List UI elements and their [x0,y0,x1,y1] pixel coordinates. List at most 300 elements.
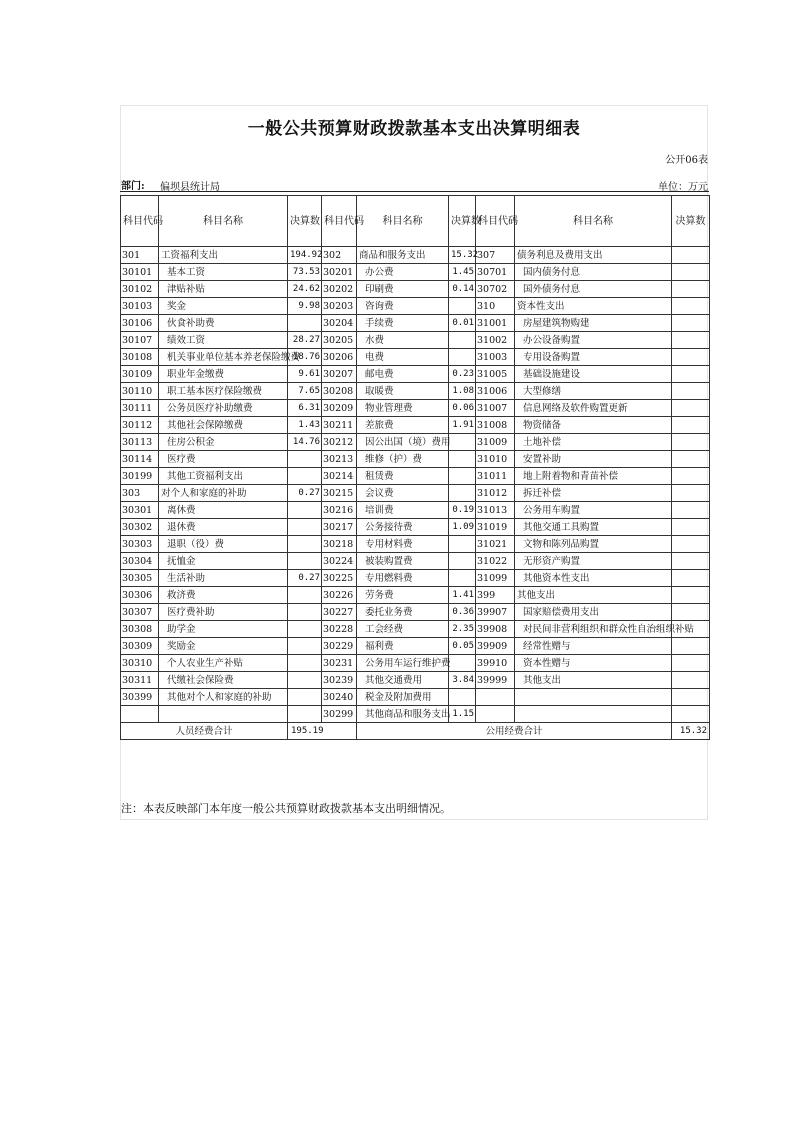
subject-name-cell: 其他支出 [515,587,672,604]
subject-code-cell: 30205 [322,332,357,349]
subject-name-cell: 租赁费 [357,468,449,485]
subject-code-cell: 30399 [121,689,159,706]
amount-cell [449,332,476,349]
amount-cell [449,655,476,672]
subject-code-cell: 30240 [322,689,357,706]
subject-code-cell: 30216 [322,502,357,519]
subject-code-cell: 30307 [121,604,159,621]
amount-cell [672,672,710,689]
table-row [121,570,710,587]
subject-name-cell: 经常性赠与 [515,638,672,655]
subject-code-cell [476,706,515,723]
subject-code-cell: 30305 [121,570,159,587]
amount-cell: 9.98 [288,298,322,315]
subject-code-cell: 301 [121,247,159,264]
subject-name-cell: 其他交通工具购置 [515,519,672,536]
header-cell: 决算数 [288,196,322,247]
subject-code-cell: 307 [476,247,515,264]
subject-code-cell: 30309 [121,638,159,655]
subject-code-cell: 31019 [476,519,515,536]
table-row [121,502,710,519]
subject-name-cell: 邮电费 [357,366,449,383]
department-label: 部门: [121,181,145,192]
table-row [121,553,710,570]
subject-name-cell: 助学金 [159,621,288,638]
amount-cell [672,638,710,655]
amount-cell [672,264,710,281]
subject-code-cell: 30207 [322,366,357,383]
amount-cell [288,689,322,706]
subject-code-cell: 31007 [476,400,515,417]
subject-code-cell: 30702 [476,281,515,298]
amount-cell [288,536,322,553]
subject-name-cell: 土地补偿 [515,434,672,451]
amount-cell: 3.84 [449,672,476,689]
amount-cell: 1.41 [449,587,476,604]
amount-cell [288,451,322,468]
subject-name-cell: 福利费 [357,638,449,655]
subject-code-cell [476,689,515,706]
expenditure-table [120,195,710,740]
subject-name-cell: 奖金 [159,298,288,315]
amount-cell [449,485,476,502]
page-title: 一般公共预算财政拨款基本支出决算明细表 [247,119,581,139]
subject-name-cell: 无形资产购置 [515,553,672,570]
subject-name-cell: 税金及附加费用 [357,689,449,706]
subject-code-cell: 30226 [322,587,357,604]
subject-code-cell: 30114 [121,451,159,468]
amount-cell [288,502,322,519]
subject-code-cell: 30107 [121,332,159,349]
amount-cell [672,247,710,264]
amount-cell [672,349,710,366]
amount-cell [672,502,710,519]
amount-cell [449,298,476,315]
personnel-total-value: 195.19 [288,723,357,740]
subject-name-cell: 维修（护）费 [357,451,449,468]
subject-name-cell: 其他社会保障缴费 [159,417,288,434]
amount-cell: 18.76 [288,349,322,366]
subject-code-cell: 31021 [476,536,515,553]
subject-code-cell: 30206 [322,349,357,366]
amount-cell: 14.76 [288,434,322,451]
amount-cell [672,519,710,536]
header-rule [120,191,709,192]
amount-cell: 1.45 [449,264,476,281]
subject-code-cell: 31005 [476,366,515,383]
header-cell: 决算数 [449,196,476,247]
amount-cell: 0.05 [449,638,476,655]
amount-cell: 0.27 [288,570,322,587]
subject-code-cell: 30203 [322,298,357,315]
amount-cell [288,587,322,604]
subject-name-cell: 专用燃料费 [357,570,449,587]
amount-cell: 73.53 [288,264,322,281]
subject-name-cell [159,706,288,723]
table-row [121,672,710,689]
subject-name-cell: 印刷费 [357,281,449,298]
amount-cell [449,468,476,485]
subject-name-cell: 被装购置费 [357,553,449,570]
amount-cell [449,451,476,468]
subject-code-cell: 30308 [121,621,159,638]
subject-name-cell: 住房公积金 [159,434,288,451]
subject-name-cell: 其他工资福利支出 [159,468,288,485]
subject-code-cell: 302 [322,247,357,264]
subject-name-cell: 国家赔偿费用支出 [515,604,672,621]
subject-code-cell: 30224 [322,553,357,570]
table-row [121,400,710,417]
subject-name-cell: 基本工资 [159,264,288,281]
subject-name-cell: 退休费 [159,519,288,536]
subject-code-cell: 31009 [476,434,515,451]
amount-cell: 1.08 [449,383,476,400]
public-total-value: 15.32 [672,723,710,740]
table-row [121,519,710,536]
amount-cell [288,604,322,621]
subject-name-cell: 物资储备 [515,417,672,434]
subject-name-cell: 个人农业生产补贴 [159,655,288,672]
subject-name-cell: 其他对个人和家庭的补助 [159,689,288,706]
amount-cell: 0.27 [288,485,322,502]
amount-cell [449,536,476,553]
subject-code-cell: 30108 [121,349,159,366]
amount-cell [672,315,710,332]
subject-code-cell: 30110 [121,383,159,400]
amount-cell [672,604,710,621]
table-row [121,417,710,434]
amount-cell: 1.43 [288,417,322,434]
amount-cell [672,332,710,349]
subject-name-cell: 医疗费 [159,451,288,468]
subject-name-cell: 医疗费补助 [159,604,288,621]
subject-code-cell: 30102 [121,281,159,298]
amount-cell [672,400,710,417]
subject-name-cell: 公务员医疗补助缴费 [159,400,288,417]
subject-code-cell: 30701 [476,264,515,281]
subject-code-cell: 30299 [322,706,357,723]
subject-name-cell: 职业年金缴费 [159,366,288,383]
subject-name-cell: 基础设施建设 [515,366,672,383]
amount-cell [449,553,476,570]
subject-name-cell: 会议费 [357,485,449,502]
subject-name-cell: 委托业务费 [357,604,449,621]
subject-code-cell: 30306 [121,587,159,604]
subject-name-cell: 其他支出 [515,672,672,689]
amount-cell: 1.15 [449,706,476,723]
subject-code-cell: 39999 [476,672,515,689]
subject-code-cell: 30213 [322,451,357,468]
amount-cell [288,638,322,655]
subject-name-cell: 其他交通费用 [357,672,449,689]
amount-cell [672,655,710,672]
subject-name-cell: 对个人和家庭的补助 [159,485,288,502]
amount-cell [672,366,710,383]
header-cell: 决算数 [672,196,710,247]
department-name: 偏坝县统计局 [160,182,220,193]
subject-code-cell: 31013 [476,502,515,519]
amount-cell: 24.62 [288,281,322,298]
subject-code-cell: 30301 [121,502,159,519]
amount-cell [449,570,476,587]
subject-name-cell: 公务用车运行维护费 [357,655,449,672]
amount-cell: 1.09 [449,519,476,536]
table-row [121,587,710,604]
subject-code-cell: 31010 [476,451,515,468]
amount-cell [672,536,710,553]
subject-name-cell: 水费 [357,332,449,349]
subject-code-cell: 30217 [322,519,357,536]
subject-code-cell [121,706,159,723]
subject-code-cell: 30209 [322,400,357,417]
subject-name-cell: 机关事业单位基本养老保险缴费 [159,349,288,366]
subject-code-cell: 30228 [322,621,357,638]
subject-code-cell: 30113 [121,434,159,451]
table-header-row [121,196,710,247]
subject-code-cell: 30215 [322,485,357,502]
subject-code-cell: 30302 [121,519,159,536]
amount-cell: 0.23 [449,366,476,383]
header-cell: 科目代码 [322,196,357,247]
subject-code-cell: 30202 [322,281,357,298]
table-row [121,298,710,315]
subject-name-cell: 职工基本医疗保险缴费 [159,383,288,400]
subject-code-cell: 30311 [121,672,159,689]
table-row [121,468,710,485]
subject-code-cell: 31003 [476,349,515,366]
subject-name-cell [515,689,672,706]
subject-name-cell: 生活补助 [159,570,288,587]
subject-name-cell: 公务接待费 [357,519,449,536]
amount-cell: 2.35 [449,621,476,638]
subject-code-cell: 39908 [476,621,515,638]
subject-name-cell: 公务用车购置 [515,502,672,519]
table-row [121,332,710,349]
subject-name-cell: 债务利息及费用支出 [515,247,672,264]
subject-name-cell: 救济费 [159,587,288,604]
amount-cell [672,468,710,485]
subject-name-cell: 绩效工资 [159,332,288,349]
header-cell: 科目名称 [515,196,672,247]
subject-name-cell: 大型修缮 [515,383,672,400]
subject-name-cell: 办公设备购置 [515,332,672,349]
subject-name-cell [515,706,672,723]
subject-name-cell: 因公出国（境）费用 [357,434,449,451]
subject-code-cell: 31012 [476,485,515,502]
subject-code-cell: 30204 [322,315,357,332]
table-row [121,247,710,264]
header-cell: 科目名称 [357,196,449,247]
table-row [121,451,710,468]
amount-cell [288,621,322,638]
subject-code-cell: 30111 [121,400,159,417]
subject-code-cell: 31022 [476,553,515,570]
table-body [121,247,710,723]
amount-cell [672,689,710,706]
amount-cell: 7.65 [288,383,322,400]
subject-code-cell: 30229 [322,638,357,655]
amount-cell [672,383,710,400]
amount-cell [288,706,322,723]
amount-cell: 194.92 [288,247,322,264]
amount-cell: 28.27 [288,332,322,349]
subject-code-cell: 30239 [322,672,357,689]
subject-code-cell: 30109 [121,366,159,383]
subject-name-cell: 电费 [357,349,449,366]
amount-cell [288,315,322,332]
table-row [121,366,710,383]
subject-name-cell: 对民间非营利组织和群众性自治组织补贴 [515,621,672,638]
table-row [121,383,710,400]
subject-code-cell: 310 [476,298,515,315]
amount-cell [672,485,710,502]
subject-name-cell: 培训费 [357,502,449,519]
table-row [121,706,710,723]
subject-code-cell: 30225 [322,570,357,587]
subject-code-cell: 30106 [121,315,159,332]
amount-cell: 6.31 [288,400,322,417]
amount-cell: 0.01 [449,315,476,332]
subject-name-cell: 拆迁补偿 [515,485,672,502]
subject-name-cell: 资本性支出 [515,298,672,315]
subject-code-cell: 30214 [322,468,357,485]
unit-label: 单位：万元 [658,182,708,193]
subject-name-cell: 安置补助 [515,451,672,468]
subject-name-cell: 差旅费 [357,417,449,434]
subject-name-cell: 取暖费 [357,383,449,400]
amount-cell [288,468,322,485]
subject-code-cell: 31001 [476,315,515,332]
subject-name-cell: 退职（役）费 [159,536,288,553]
subject-code-cell: 30208 [322,383,357,400]
amount-cell [288,519,322,536]
table-row [121,349,710,366]
amount-cell [672,417,710,434]
table-row [121,485,710,502]
amount-cell [672,281,710,298]
subject-code-cell: 30227 [322,604,357,621]
subject-code-cell: 30218 [322,536,357,553]
amount-cell [449,434,476,451]
table-row [121,264,710,281]
subject-code-cell: 39909 [476,638,515,655]
table-code: 公开06表 [665,155,708,166]
subject-code-cell: 30304 [121,553,159,570]
subject-name-cell: 信息网络及软件购置更新 [515,400,672,417]
subject-name-cell: 办公费 [357,264,449,281]
amount-cell [672,298,710,315]
amount-cell [672,706,710,723]
subject-name-cell: 其他商品和服务支出 [357,706,449,723]
table-row [121,621,710,638]
header-cell: 科目名称 [159,196,288,247]
subject-name-cell: 工资福利支出 [159,247,288,264]
subject-code-cell: 39910 [476,655,515,672]
amount-cell: 1.91 [449,417,476,434]
subject-name-cell: 抚恤金 [159,553,288,570]
subject-name-cell: 文物和陈列品购置 [515,536,672,553]
amount-cell [672,570,710,587]
subject-name-cell: 专用材料费 [357,536,449,553]
table-row [121,638,710,655]
subject-name-cell: 离休费 [159,502,288,519]
subject-code-cell: 31006 [476,383,515,400]
subject-code-cell: 30199 [121,468,159,485]
subject-code-cell: 31099 [476,570,515,587]
amount-cell [449,689,476,706]
amount-cell [672,434,710,451]
header-cell: 科目代码 [121,196,159,247]
subject-name-cell: 工会经费 [357,621,449,638]
subject-code-cell: 399 [476,587,515,604]
totals-row [121,723,710,740]
subject-name-cell: 其他资本性支出 [515,570,672,587]
amount-cell: 15.32 [449,247,476,264]
amount-cell: 0.36 [449,604,476,621]
subject-name-cell: 专用设备购置 [515,349,672,366]
subject-code-cell: 30310 [121,655,159,672]
subject-name-cell: 劳务费 [357,587,449,604]
amount-cell [672,451,710,468]
subject-name-cell: 国外债务付息 [515,281,672,298]
table-row [121,281,710,298]
public-total-label: 公用经费合计 [357,723,672,740]
subject-name-cell: 咨询费 [357,298,449,315]
subject-name-cell: 资本性赠与 [515,655,672,672]
table-row [121,315,710,332]
amount-cell [672,587,710,604]
subject-name-cell: 房屋建筑物购建 [515,315,672,332]
table-row [121,536,710,553]
subject-name-cell: 地上附着物和青苗补偿 [515,468,672,485]
amount-cell [288,553,322,570]
subject-code-cell: 31002 [476,332,515,349]
subject-name-cell: 代缴社会保险费 [159,672,288,689]
subject-name-cell: 津贴补贴 [159,281,288,298]
subject-name-cell: 国内债务付息 [515,264,672,281]
table-row [121,604,710,621]
subject-code-cell: 31011 [476,468,515,485]
amount-cell: 9.61 [288,366,322,383]
amount-cell: 0.19 [449,502,476,519]
subject-name-cell: 伙食补助费 [159,315,288,332]
subject-code-cell: 30303 [121,536,159,553]
subject-code-cell: 30231 [322,655,357,672]
amount-cell [672,553,710,570]
personnel-total-label: 人员经费合计 [121,723,288,740]
amount-cell [288,655,322,672]
subject-code-cell: 30101 [121,264,159,281]
amount-cell: 0.14 [449,281,476,298]
amount-cell: 0.06 [449,400,476,417]
subject-code-cell: 39907 [476,604,515,621]
footnote: 注：本表反映部门本年度一般公共预算财政拨款基本支出明细情况。 [121,802,451,815]
table-row [121,689,710,706]
subject-name-cell: 手续费 [357,315,449,332]
subject-code-cell: 30212 [322,434,357,451]
subject-code-cell: 30211 [322,417,357,434]
table-row [121,655,710,672]
subject-code-cell: 303 [121,485,159,502]
amount-cell [449,349,476,366]
header-cell: 科目代码 [476,196,515,247]
subject-code-cell: 30103 [121,298,159,315]
table-row [121,434,710,451]
subject-name-cell: 商品和服务支出 [357,247,449,264]
subject-name-cell: 物业管理费 [357,400,449,417]
subject-code-cell: 30201 [322,264,357,281]
subject-name-cell: 奖励金 [159,638,288,655]
